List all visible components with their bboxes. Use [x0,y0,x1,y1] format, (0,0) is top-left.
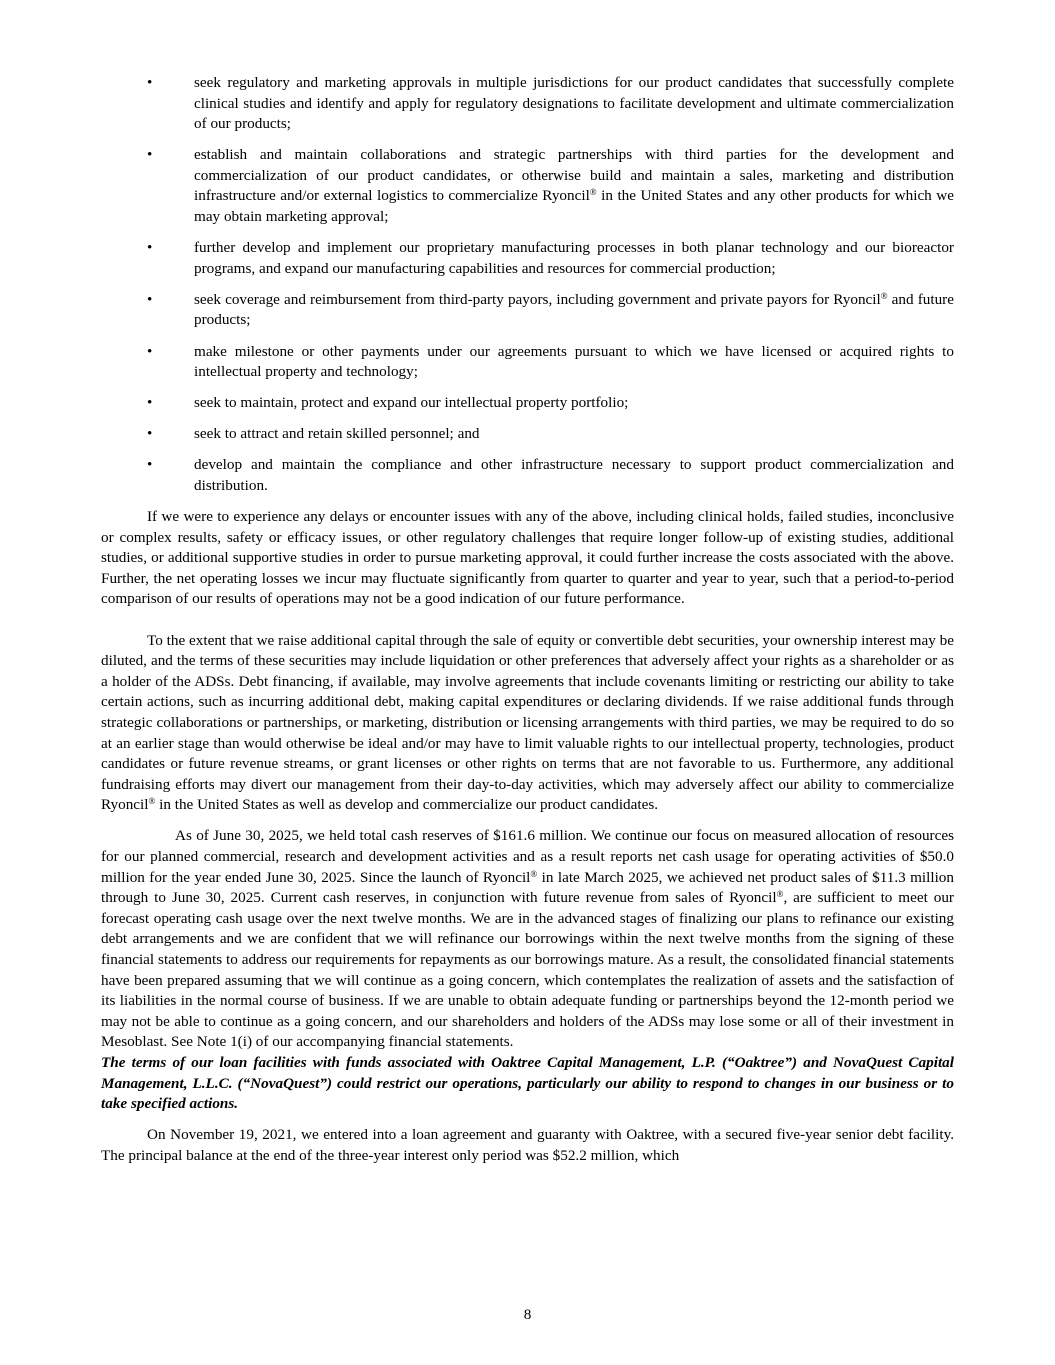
text-segment: in late March 2025, we achieved net product sales of $11.3 million through to June 30, 2025. Current cash reserves, in conjunction with future revenue from sales of Ryoncil [101,868,954,907]
bullet-icon: • [147,146,153,164]
paragraph-delays: If we were to experience any delays or encounter issues with any of the above, including clinical holds, failed studies, inconclusive or complex results, safety or efficacy issues, or other regulatory challenges that require longer follow-up of existing studies, additional studies, or additional supportive studies in order to pursue marketing approval, it could further increase the costs associated with the above. Further, the net operating losses we incur may fluctuate significantly from quarter to quarter and year to year, such that a period-to-period comparison of our results of operations may not be a good indication of our future performance. [101,508,954,608]
bullet-text: develop and maintain the compliance and other infrastructure necessary to support product commercialization and distribution. [194,456,954,494]
bullet-text [194,290,954,331]
bullet-icon: • [147,290,153,308]
text-segment: As of June 30, 2025, we held total cash reserves of $161.6 million. We continue our focus on measured allocation of resources for our planned commercial, research and development activities and as a result reports net cash usage for operating activities of $50.0 million for the year ended June 30, 2025. Since the launch of Ryoncil [101,827,954,886]
bullet-icon: • [147,394,153,412]
bullet-item [101,342,954,383]
text-segment: in the United States and any other products for which we may obtain marketing approval; [194,187,954,226]
requirements-bullet-list [101,73,954,497]
paragraph-capital [101,631,954,816]
bullet-text [194,145,954,227]
text-segment: in the United States as well as develop and commercialize our product candidates. [155,796,659,814]
bullet-item [101,424,954,445]
bullet-item [101,455,954,496]
paragraph-cash-reserves [101,826,954,1053]
bullet-item [101,145,954,227]
bullet-text: seek to maintain, protect and expand our intellectual property portfolio; [194,394,629,412]
bullet-item [101,238,954,279]
risk-factor-heading: The terms of our loan facilities with funds associated with Oaktree Capital Management, L.P. (“Oaktree”) and NovaQuest Capital Management, L.L.C. (“NovaQuest”) could restrict our operations, particularly our ability to respond to changes in our business or to take specified actions. [101,1053,954,1113]
registered-mark: ® [530,868,538,879]
document-page [101,73,954,1166]
bullet-text: seek to attract and retain skilled personnel; and [194,425,480,443]
registered-mark: ® [880,290,888,301]
bullet-icon: • [147,456,153,474]
text-segment: establish and maintain collaborations and strategic partnerships with third parties for the development and commercialization of our product candidates, or otherwise build and maintain a sales, marketing and distribution infrastructure and/or external logistics to commercialize Ryoncil [194,146,954,205]
registered-mark: ® [776,889,784,900]
bullet-icon: • [147,425,153,443]
bullet-text: make milestone or other payments under our agreements pursuant to which we have licensed or acquired rights to intellectual property and technology; [194,342,954,381]
text-segment: To the extent that we raise additional capital through the sale of equity or convertible debt securities, your ownership interest may be diluted, and the terms of these securities may include liquidation or other preferences that adversely affect your rights as a shareholder or as a holder of the ADSs. Debt financing, if available, may involve agreements that include covenants limiting or restricting our ability to take certain actions, such as incurring additional debt, making capital expenditures or declaring dividends. If we raise additional funds through strategic collaborations or partnerships, or marketing, distribution or licensing arrangements with third parties, we may be required to do so at an earlier stage than would otherwise be ideal and/or may have to limit valuable rights to our intellectual property, technologies, product candidates or future revenue streams, or grant licenses or other rights on terms that are not favorable to us. Furthermore, any additional fundraising efforts may divert our management from their day-to-day activities, which may adversely affect our ability to commercialize Ryoncil [101,631,954,814]
text-segment: , are sufficient to meet our forecast operating cash usage over the next twelve months. We are in the advanced stages of finalizing our plans to refinance our existing debt arrangements and we are confident that we will refinance our borrowings within the next twelve months from the signing of these financial statements to address our requirements for repayments as our borrowings mature. As a result, the consolidated financial statements have been prepared assuming that we will continue as a going concern, which contemplates the realization of assets and the satisfaction of its liabilities in the normal course of business. If we are unable to obtain adequate funding or partnerships beyond the 12-month period we may not be able to continue as a going concern, and our shareholders and holders of the ADSs may lose some or all of their investment in Mesoblast. See Note 1(i) of our accompanying financial statements. [101,889,954,1051]
text-segment: seek coverage and reimbursement from third-party payors, including government and private payors for Ryoncil [194,290,881,308]
bullet-icon: • [147,239,153,257]
bullet-text: seek regulatory and marketing approvals in multiple jurisdictions for our product candidates that successfully complete clinical studies and identify and apply for regulatory designations to facilitate development and ultimate commercialization of our products; [194,74,954,133]
paragraph-loan-agreement: On November 19, 2021, we entered into a loan agreement and guaranty with Oaktree, with a secured five-year senior debt facility. The principal balance at the end of the three-year interest only period was $52.2 million, which [101,1126,954,1164]
bullet-icon: • [147,74,153,91]
bullet-item [101,393,954,414]
bullet-item [101,73,954,135]
registered-mark: ® [148,796,156,807]
page-number: 8 [523,1306,532,1323]
registered-mark: ® [589,187,597,198]
bullet-text: further develop and implement our proprietary manufacturing processes in both planar technology and our bioreactor programs, and expand our manufacturing capabilities and resources for commercial production; [194,239,954,277]
text-segment: and future products; [194,290,954,329]
bullet-icon: • [147,342,153,360]
bullet-item [101,290,954,331]
